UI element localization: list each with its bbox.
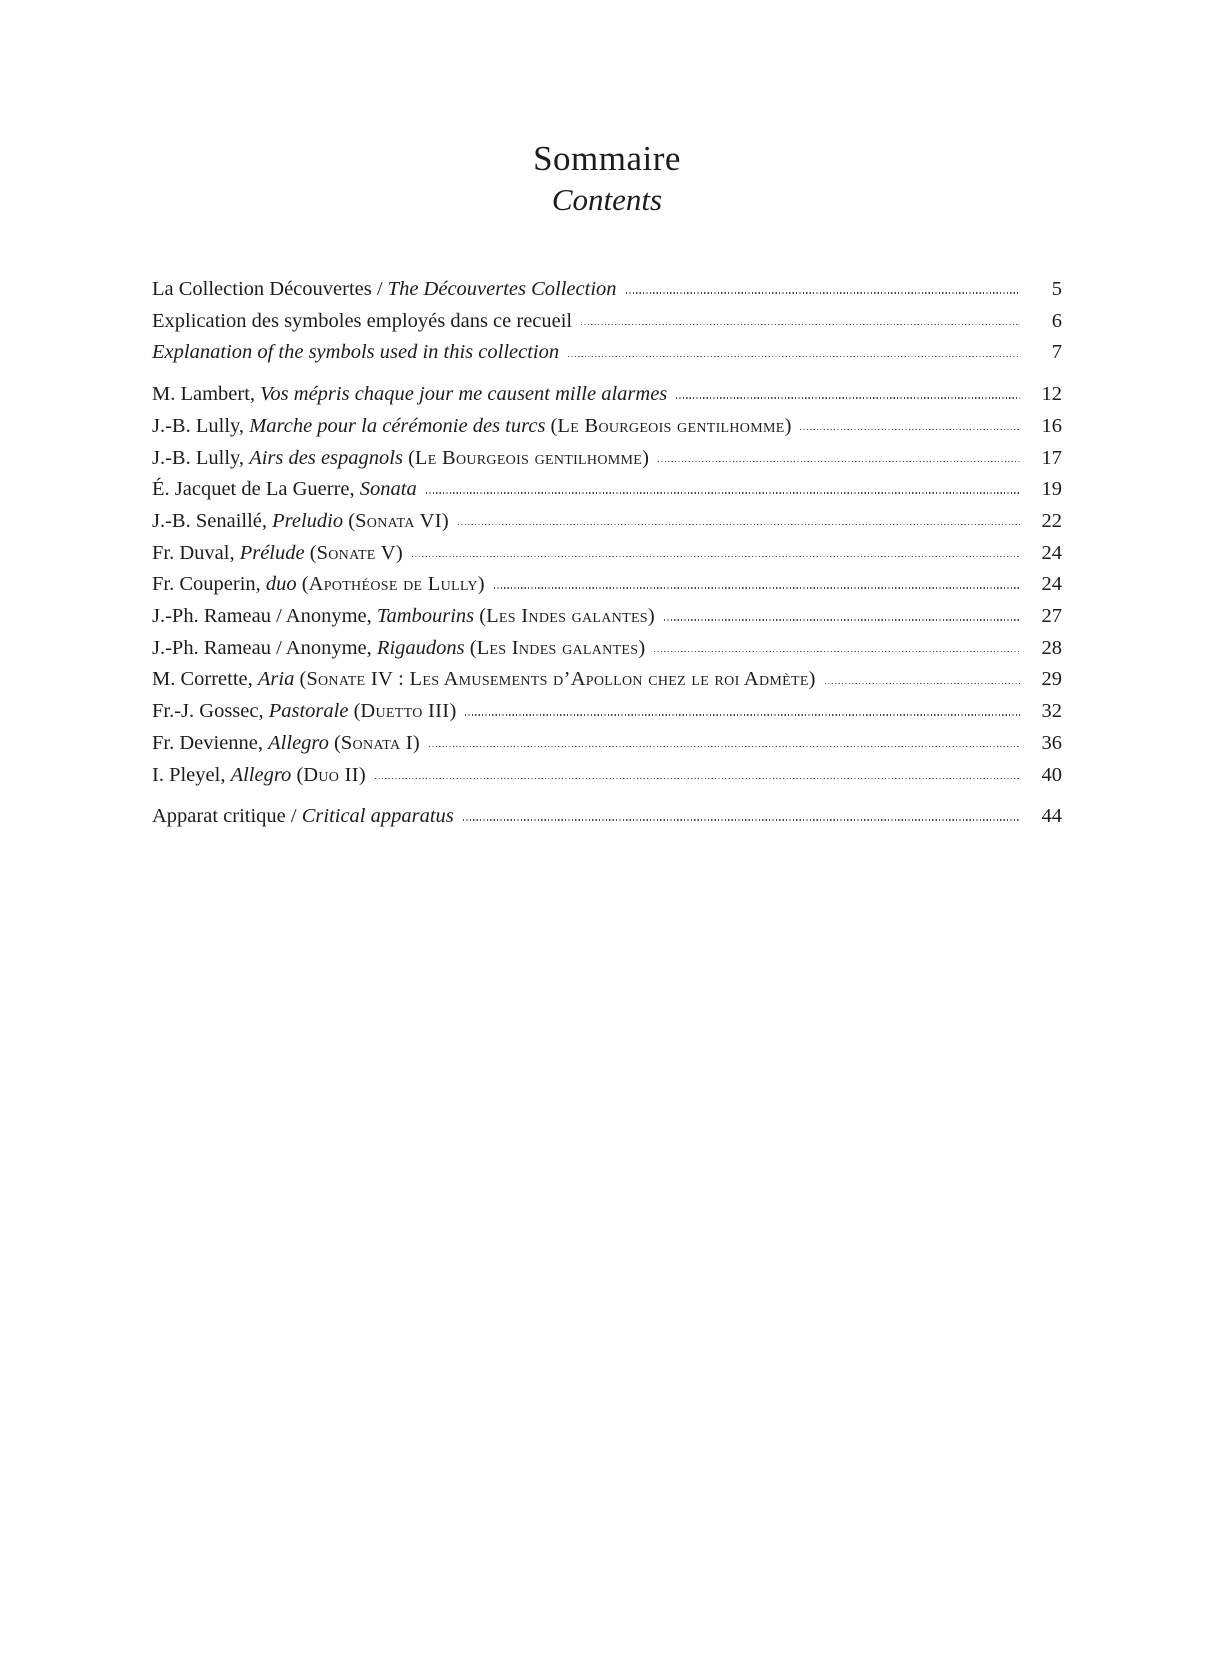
toc-entry-segment: Pastorale: [268, 700, 349, 723]
toc-entry-segment: duo: [265, 573, 297, 596]
toc-entry: [152, 696, 1062, 728]
toc-page-number: 24: [1041, 573, 1062, 596]
toc-entry-segment: É. Jacquet de La Guerre,: [152, 478, 360, 501]
toc-entry-segment: Allegro: [268, 731, 329, 754]
toc-entry-segment: Apparat critique /: [152, 805, 302, 828]
toc-page-number: 12: [1041, 383, 1062, 406]
toc-entry: [152, 664, 1062, 696]
toc-entry-segment: Prélude: [239, 541, 305, 564]
toc-entry-segment: Apothéose de Lully: [308, 573, 478, 596]
toc-entry-segment: Explanation of the symbols used in this collection: [152, 341, 560, 364]
title-block: [152, 138, 1062, 220]
toc-entry-text: [152, 506, 449, 538]
table-of-contents: [152, 274, 1062, 833]
toc-entry-segment: M. Lambert,: [152, 383, 261, 406]
toc-entry-segment: (: [304, 541, 317, 564]
toc-page-number: 28: [1041, 636, 1062, 659]
toc-entry-segment: Airs des espagnols: [249, 446, 403, 469]
toc-entry-segment: ): [638, 636, 646, 659]
toc-entry-segment: (: [328, 731, 341, 754]
toc-entry-segment: Aria: [257, 668, 295, 691]
toc-entry: [152, 411, 1062, 443]
toc-page-number: 32: [1041, 700, 1062, 723]
toc-entry: [152, 379, 1062, 411]
toc-entry-segment: (: [296, 573, 309, 596]
toc-entry-segment: Le Bourgeois gentilhomme: [414, 446, 643, 469]
toc-entry-segment: Sonata: [359, 478, 417, 501]
toc-entry-segment: ): [358, 763, 366, 786]
toc-entry-segment: J.-B. Senaillé,: [152, 509, 273, 532]
toc-entry-segment: Fr.-J. Gossec,: [152, 700, 269, 723]
toc-entry: [152, 569, 1062, 601]
dotted-leader: [412, 556, 1020, 557]
toc-entry: [152, 506, 1062, 538]
toc-entry-segment: (: [474, 605, 487, 628]
toc-entry-segment: La Collection Découvertes /: [152, 278, 388, 300]
toc-entry-text: [152, 601, 655, 633]
toc-entry-segment: Vos mépris chaque jour me causent mille alarmes: [260, 383, 668, 406]
toc-entry-segment: J.-B. Lully,: [152, 446, 250, 469]
toc-entry-segment: Sonata VI: [355, 509, 442, 532]
toc-entry: [152, 801, 1062, 833]
toc-page-number: 44: [1041, 805, 1062, 828]
toc-entry-text: [152, 569, 485, 601]
toc-entry-segment: ): [477, 573, 485, 596]
toc-entry-text: [152, 696, 456, 728]
toc-entry-segment: Duo II: [303, 763, 359, 786]
toc-entry: [152, 760, 1062, 792]
toc-entry-text: [152, 538, 403, 570]
toc-entry-segment: ): [808, 668, 816, 691]
toc-entry-segment: ): [449, 700, 457, 723]
toc-entry: [152, 728, 1062, 760]
toc-page-number: 22: [1041, 509, 1062, 532]
dotted-leader: [465, 714, 1020, 715]
toc-entry-segment: ): [395, 541, 403, 564]
dotted-leader: [654, 651, 1020, 652]
toc-entry-segment: (: [402, 446, 415, 469]
toc-entry-text: [152, 379, 667, 411]
toc-entry-text: [152, 633, 645, 665]
toc-entry-segment: Fr. Duval,: [152, 541, 240, 564]
toc-entry-segment: ): [412, 731, 420, 754]
dotted-leader: [581, 324, 1020, 325]
toc-entry-segment: ): [441, 509, 449, 532]
toc-entry-segment: J.-Ph. Rameau / Anonyme,: [152, 636, 377, 659]
toc-entry-text: [152, 474, 417, 506]
dotted-leader: [426, 492, 1020, 493]
dotted-leader: [375, 778, 1020, 779]
toc-entry-segment: Les Indes galantes: [476, 636, 639, 659]
toc-entry-segment: M. Corrette,: [152, 668, 258, 691]
toc-entry-segment: Sonate V: [316, 541, 396, 564]
dotted-leader: [676, 397, 1020, 398]
toc-entry-text: [152, 274, 617, 306]
toc-entry-text: [152, 801, 454, 833]
dotted-leader: [658, 461, 1020, 462]
toc-entry-segment: Tambourins: [376, 605, 475, 628]
toc-entry-text: [152, 760, 366, 792]
toc-entry-segment: Fr. Devienne,: [152, 731, 269, 754]
toc-entry-segment: Sonate IV : Les Amusements d’Apollon chez le roi Admète: [306, 668, 809, 691]
toc-entry-segment: ): [784, 414, 792, 437]
toc-entry-text: [152, 306, 572, 338]
dotted-leader: [825, 683, 1021, 684]
toc-entry: [152, 538, 1062, 570]
toc-entry-segment: Fr. Couperin,: [152, 573, 266, 596]
dotted-leader: [458, 524, 1020, 525]
toc-entry-segment: (: [294, 668, 307, 691]
toc-entry-text: [152, 664, 816, 696]
toc-entry: [152, 337, 1062, 369]
toc-entry-segment: J.-B. Lully,: [152, 414, 250, 437]
toc-entry-segment: Rigaudons: [376, 636, 465, 659]
toc-entry-segment: (: [348, 700, 361, 723]
toc-entry-segment: Critical apparatus: [301, 805, 454, 828]
toc-entry-text: [152, 443, 649, 475]
toc-entry-text: [152, 728, 420, 760]
toc-entry-segment: Duetto III: [360, 700, 450, 723]
toc-entry-segment: Explication des symboles employés dans ce recueil: [152, 309, 573, 332]
toc-entry-segment: I. Pleyel,: [152, 763, 231, 786]
toc-entry-segment: Sonata I: [340, 731, 413, 754]
toc-entry-segment: J.-Ph. Rameau / Anonyme,: [152, 605, 377, 628]
toc-page-number: 6: [1051, 309, 1062, 332]
dotted-leader: [463, 819, 1020, 820]
dotted-leader: [664, 619, 1020, 620]
toc-page-number: 7: [1051, 341, 1062, 364]
toc-entry-segment: ): [647, 605, 655, 628]
toc-page-number: 5: [1051, 278, 1062, 300]
dotted-leader: [626, 292, 1020, 293]
toc-entry-segment: ): [642, 446, 649, 469]
toc-entry: [152, 274, 1062, 306]
toc-entry-segment: Preludio: [272, 509, 344, 532]
dotted-leader: [568, 356, 1020, 357]
toc-entry-segment: (: [464, 636, 477, 659]
toc-page-number: 40: [1041, 763, 1062, 786]
toc-page-number: 36: [1041, 731, 1062, 754]
toc-entry-segment: (: [545, 414, 558, 437]
toc-entry: [152, 306, 1062, 338]
toc-entry-segment: (: [291, 763, 304, 786]
toc-entry: [152, 633, 1062, 665]
dotted-leader: [494, 587, 1020, 588]
toc-entry-text: [152, 337, 559, 369]
toc-entry: [152, 474, 1062, 506]
toc-page-number: 16: [1041, 414, 1062, 437]
toc-entry-segment: Les Indes galantes: [486, 605, 648, 628]
toc-entry: [152, 443, 1062, 475]
toc-entry: [152, 601, 1062, 633]
page-title-english: Contents: [551, 182, 663, 217]
dotted-leader: [429, 746, 1020, 747]
toc-entry-segment: Allegro: [230, 763, 292, 786]
toc-page-number: 24: [1041, 541, 1062, 564]
toc-entry-text: [152, 411, 791, 443]
page-title-french: Sommaire: [533, 139, 681, 178]
toc-entry-segment: The Découvertes Collection: [387, 278, 617, 300]
toc-page-number: 17: [1041, 446, 1062, 469]
toc-page-number: 29: [1041, 668, 1062, 691]
toc-page-number: 19: [1041, 478, 1062, 501]
toc-entry-segment: (: [343, 509, 356, 532]
toc-entry-segment: Le Bourgeois gentilhomme: [557, 414, 785, 437]
dotted-leader: [800, 429, 1020, 430]
toc-page-number: 27: [1041, 605, 1062, 628]
toc-entry-segment: Marche pour la cérémonie des turcs: [249, 414, 546, 437]
